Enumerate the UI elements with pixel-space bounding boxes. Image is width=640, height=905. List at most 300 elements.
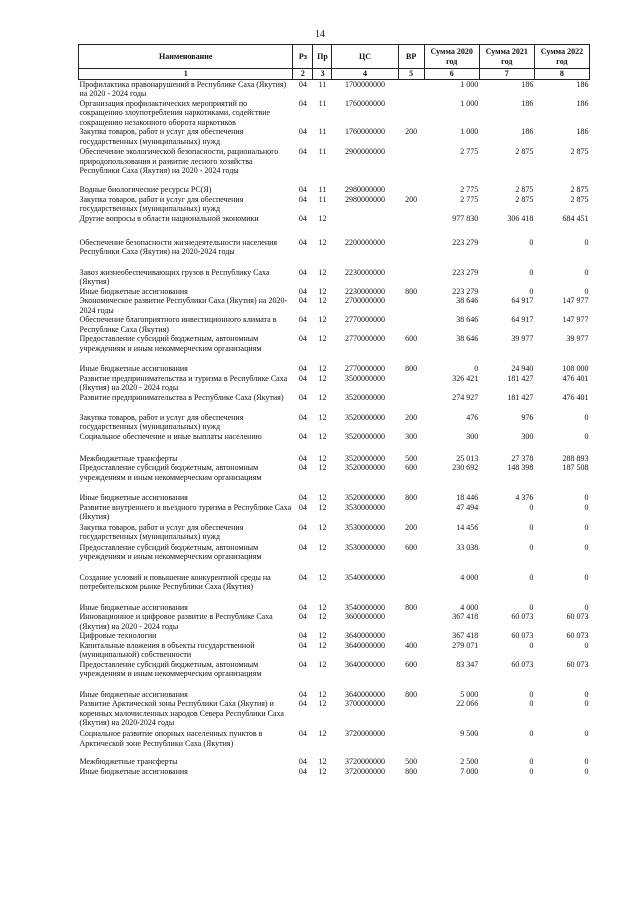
table-row bbox=[79, 374, 590, 393]
cell-rz: 04 bbox=[298, 334, 307, 343]
cell-name: Закупка товаров, работ и услуг для обеспечения государственных (муниципальных) нужд bbox=[79, 127, 244, 146]
cell-cs: 3540000000 bbox=[345, 602, 386, 612]
cell-rz: 04 bbox=[298, 631, 307, 640]
cell-pr: 12 bbox=[318, 502, 327, 512]
cell-vr bbox=[398, 393, 424, 413]
cell-vr bbox=[398, 99, 424, 128]
table-row bbox=[79, 729, 590, 757]
cell-vr: 600 bbox=[405, 542, 418, 552]
cell-cs bbox=[332, 214, 398, 238]
cell-sum-2021: 64 917 bbox=[511, 296, 534, 305]
cell-name: Закупка товаров, работ и услуг для обеспечения государственных (муниципальных) нужд bbox=[79, 194, 244, 213]
cell-rz: 04 bbox=[298, 729, 307, 738]
cell-pr: 12 bbox=[318, 572, 327, 582]
cell-sum-2022: 0 bbox=[584, 602, 589, 612]
cell-name: Экономическое развитие Республики Саха (Якутия) на 2020-2024 годы bbox=[79, 296, 288, 315]
cell-vr: 800 bbox=[405, 689, 418, 699]
cell-vr: 800 bbox=[405, 493, 418, 502]
cell-sum-2020: 18 446 bbox=[456, 493, 479, 502]
cell-rz: 04 bbox=[298, 127, 307, 136]
cell-pr: 11 bbox=[318, 185, 327, 194]
cell-sum-2020: 38 646 bbox=[456, 296, 479, 305]
cell-pr: 12 bbox=[318, 296, 327, 305]
cell-rz: 04 bbox=[298, 699, 307, 708]
cell-pr: 12 bbox=[318, 493, 327, 502]
cell-vr bbox=[398, 79, 424, 99]
table-row bbox=[79, 364, 590, 374]
cell-vr: 500 bbox=[405, 757, 418, 766]
cell-name: Организация профилактических мероприятий по сокращению злоупотребления наркотиками, содействие сокращению незаконного оборота наркотиков bbox=[79, 98, 271, 127]
cell-sum-2021: 4 376 bbox=[515, 493, 534, 502]
cell-vr bbox=[398, 214, 424, 238]
cell-name: Обеспечение экологической безопасности, рационального природопользования и развитие лесного хозяйства Республики Саха (Якутия) на 2020 - 2024 годы bbox=[79, 147, 279, 175]
table-row bbox=[79, 268, 590, 287]
cell-vr bbox=[398, 612, 424, 631]
cell-sum-2020: 326 421 bbox=[452, 373, 479, 383]
table-row bbox=[79, 79, 590, 99]
cell-cs: 3540000000 bbox=[345, 572, 386, 582]
cell-rz: 04 bbox=[298, 453, 307, 463]
col-number: 6 bbox=[424, 69, 479, 80]
cell-sum-2022: 147 977 bbox=[562, 315, 589, 324]
col-number: 7 bbox=[479, 69, 534, 80]
cell-sum-2022: 60 073 bbox=[566, 612, 589, 621]
cell-sum-2022: 0 bbox=[584, 412, 589, 422]
cell-sum-2022: 186 bbox=[576, 79, 589, 89]
cell-pr: 12 bbox=[318, 267, 327, 277]
table-body bbox=[79, 79, 590, 776]
cell-cs: 3520000000 bbox=[345, 463, 386, 472]
cell-pr: 11 bbox=[318, 79, 327, 89]
cell-cs: 3640000000 bbox=[345, 640, 386, 650]
cell-vr: 200 bbox=[405, 194, 418, 204]
cell-vr: 400 bbox=[405, 640, 418, 650]
cell-rz: 04 bbox=[298, 493, 307, 502]
budget-table bbox=[78, 44, 590, 776]
table-row bbox=[79, 757, 590, 767]
cell-sum-2020: 367 418 bbox=[452, 631, 479, 640]
cell-name: Капитальные вложения в объекты государственной (муниципальной) собственности bbox=[79, 640, 255, 659]
cell-cs: 3530000000 bbox=[345, 542, 386, 552]
cell-sum-2020: 279 071 bbox=[452, 640, 479, 650]
cell-vr: 300 bbox=[405, 431, 418, 441]
cell-pr: 12 bbox=[318, 431, 327, 441]
table-row bbox=[79, 660, 590, 690]
cell-cs: 1760000000 bbox=[345, 98, 386, 108]
cell-sum-2022: 0 bbox=[584, 542, 589, 552]
table-row bbox=[79, 523, 590, 543]
cell-cs: 2980000000 bbox=[345, 185, 386, 194]
cell-sum-2020: 476 bbox=[466, 412, 479, 422]
table-row bbox=[79, 185, 590, 195]
cell-sum-2021: 181 427 bbox=[507, 373, 534, 383]
cell-name: Социальное обеспечение и иные выплаты населению bbox=[79, 431, 262, 441]
cell-pr: 12 bbox=[318, 392, 327, 402]
cell-sum-2022: 60 073 bbox=[566, 659, 589, 669]
cell-cs: 3530000000 bbox=[345, 502, 386, 512]
cell-sum-2020: 47 494 bbox=[456, 502, 479, 512]
cell-name: Другие вопросы в области национальной экономики bbox=[79, 213, 259, 223]
cell-name: Иные бюджетные ассигнования bbox=[79, 766, 188, 776]
cell-sum-2022: 186 bbox=[576, 127, 589, 136]
cell-cs: 1700000000 bbox=[345, 79, 386, 89]
cell-sum-2020: 38 646 bbox=[456, 334, 479, 343]
table-row bbox=[79, 493, 590, 503]
cell-sum-2022: 60 073 bbox=[566, 631, 589, 640]
cell-pr: 12 bbox=[318, 659, 327, 669]
cell-sum-2020: 223 279 bbox=[452, 267, 479, 277]
header-sum-2020: Сумма 2020 год bbox=[424, 45, 479, 69]
cell-name: Водные биологические ресурсы РС(Я) bbox=[79, 185, 212, 194]
cell-cs: 2230000000 bbox=[345, 286, 386, 296]
cell-pr: 12 bbox=[318, 612, 327, 621]
cell-sum-2020: 2 775 bbox=[460, 147, 479, 156]
cell-rz: 04 bbox=[298, 572, 307, 582]
cell-name: Профилактика правонарушений в Республике Саха (Якутия) на 2020 - 2024 годы bbox=[79, 79, 287, 98]
cell-vr: 200 bbox=[405, 127, 418, 136]
header-rz: Рз bbox=[293, 45, 313, 69]
header-pr: Пр bbox=[313, 45, 332, 69]
table-row bbox=[79, 238, 590, 268]
cell-sum-2022: 0 bbox=[584, 493, 589, 502]
cell-sum-2021: 0 bbox=[529, 699, 534, 708]
cell-vr: 800 bbox=[405, 602, 418, 612]
cell-name: Цифровые технологии bbox=[79, 631, 157, 640]
cell-cs: 2230000000 bbox=[345, 267, 386, 277]
cell-vr: 600 bbox=[405, 334, 418, 343]
cell-name: Иные бюджетные ассигнования bbox=[79, 689, 188, 699]
cell-vr bbox=[398, 315, 424, 334]
cell-cs: 3520000000 bbox=[345, 453, 386, 463]
cell-sum-2022: 0 bbox=[584, 766, 589, 776]
cell-sum-2021: 306 418 bbox=[507, 213, 534, 223]
cell-sum-2022: 0 bbox=[584, 237, 589, 247]
cell-name: Иные бюджетные ассигнования bbox=[79, 602, 188, 612]
cell-sum-2020: 25 013 bbox=[456, 453, 479, 463]
cell-name: Завоз жизнеобеспечивающих грузов в Республику Саха (Якутия) bbox=[79, 267, 270, 286]
cell-vr: 800 bbox=[405, 286, 418, 296]
cell-pr: 12 bbox=[318, 237, 327, 247]
cell-sum-2021: 0 bbox=[529, 237, 534, 247]
cell-vr: 800 bbox=[405, 364, 418, 373]
table-row bbox=[79, 690, 590, 700]
cell-rz: 04 bbox=[298, 757, 307, 766]
cell-vr bbox=[398, 503, 424, 523]
cell-vr: 200 bbox=[405, 412, 418, 422]
cell-sum-2022: 186 bbox=[576, 98, 589, 108]
cell-sum-2021: 186 bbox=[521, 127, 534, 136]
cell-pr: 12 bbox=[318, 213, 327, 223]
cell-cs: 3600000000 bbox=[345, 612, 386, 621]
cell-sum-2022: 108 000 bbox=[562, 364, 589, 373]
cell-sum-2021: 0 bbox=[529, 522, 534, 532]
col-number: 2 bbox=[293, 69, 313, 80]
table-row bbox=[79, 454, 590, 464]
cell-cs: 2770000000 bbox=[345, 334, 386, 343]
cell-cs: 2980000000 bbox=[345, 194, 386, 204]
table-row bbox=[79, 603, 590, 613]
table-row bbox=[79, 463, 590, 493]
header-sum-2022: Сумма 2022 год bbox=[534, 45, 589, 69]
table-row bbox=[79, 543, 590, 573]
cell-cs: 3520000000 bbox=[345, 431, 386, 441]
header-sum-2021: Сумма 2021 год bbox=[479, 45, 534, 69]
cell-rz: 04 bbox=[298, 147, 307, 156]
cell-name: Межбюджетные трансферты bbox=[79, 757, 178, 766]
col-number: 5 bbox=[398, 69, 424, 80]
cell-name: Иные бюджетные ассигнования bbox=[79, 364, 188, 373]
cell-sum-2020: 223 279 bbox=[452, 237, 479, 247]
cell-pr: 11 bbox=[318, 194, 327, 204]
cell-sum-2022: 0 bbox=[584, 640, 589, 650]
cell-sum-2021: 0 bbox=[529, 640, 534, 650]
cell-pr: 12 bbox=[318, 412, 327, 422]
cell-rz: 04 bbox=[298, 412, 307, 422]
cell-cs: 1760000000 bbox=[345, 127, 386, 136]
cell-sum-2021: 2 875 bbox=[515, 194, 534, 204]
cell-sum-2021: 27 378 bbox=[511, 453, 534, 463]
table-row bbox=[79, 195, 590, 214]
cell-pr: 12 bbox=[318, 602, 327, 612]
cell-rz: 04 bbox=[298, 640, 307, 650]
cell-sum-2022: 0 bbox=[584, 729, 589, 738]
cell-cs: 2770000000 bbox=[345, 364, 386, 373]
cell-sum-2021: 0 bbox=[529, 689, 534, 699]
cell-sum-2022: 288 893 bbox=[562, 453, 589, 463]
cell-cs: 3640000000 bbox=[345, 659, 386, 669]
cell-sum-2022: 147 977 bbox=[562, 296, 589, 305]
cell-sum-2021: 0 bbox=[529, 757, 534, 766]
cell-sum-2020: 367 418 bbox=[452, 612, 479, 621]
cell-sum-2020: 7 000 bbox=[460, 766, 479, 776]
cell-pr: 12 bbox=[318, 522, 327, 532]
cell-pr: 12 bbox=[318, 640, 327, 650]
cell-name: Развитие предпринимательства в Республике Саха (Якутия) bbox=[79, 392, 284, 402]
cell-pr: 11 bbox=[318, 147, 327, 156]
table-row bbox=[79, 99, 590, 128]
cell-sum-2021: 300 bbox=[521, 431, 534, 441]
cell-cs: 3520000000 bbox=[345, 412, 386, 422]
cell-sum-2020: 4 000 bbox=[460, 572, 479, 582]
cell-name: Предоставление субсидий бюджетным, автономным учреждениям и иным некоммерческим организациям bbox=[79, 542, 262, 561]
cell-sum-2022: 0 bbox=[584, 267, 589, 277]
table-row bbox=[79, 573, 590, 603]
table-row bbox=[79, 503, 590, 523]
cell-sum-2020: 300 bbox=[466, 431, 479, 441]
cell-cs: 3720000000 bbox=[345, 766, 386, 776]
cell-cs: 3520000000 bbox=[345, 493, 386, 502]
cell-sum-2020: 274 927 bbox=[452, 392, 479, 402]
cell-rz: 04 bbox=[298, 213, 307, 223]
table-row bbox=[79, 699, 590, 729]
cell-sum-2021: 60 073 bbox=[511, 631, 534, 640]
cell-sum-2022: 2 875 bbox=[570, 147, 589, 156]
cell-vr: 200 bbox=[405, 522, 418, 532]
col-number: 3 bbox=[313, 69, 332, 80]
cell-pr: 11 bbox=[318, 98, 327, 108]
table-row bbox=[79, 612, 590, 631]
cell-rz: 04 bbox=[298, 463, 307, 472]
cell-pr: 12 bbox=[318, 542, 327, 552]
cell-sum-2022: 0 bbox=[584, 286, 589, 296]
cell-sum-2021: 60 073 bbox=[511, 612, 534, 621]
cell-sum-2021: 0 bbox=[529, 542, 534, 552]
cell-rz: 04 bbox=[298, 315, 307, 324]
cell-rz: 04 bbox=[298, 267, 307, 277]
cell-rz: 04 bbox=[298, 392, 307, 402]
cell-name: Закупка товаров, работ и услуг для обеспечения государственных (муниципальных) нужд bbox=[79, 412, 244, 431]
cell-vr bbox=[398, 268, 424, 287]
cell-sum-2021: 186 bbox=[521, 98, 534, 108]
table-row bbox=[79, 296, 590, 315]
cell-sum-2022: 0 bbox=[584, 757, 589, 766]
cell-sum-2022: 0 bbox=[584, 572, 589, 582]
table-row bbox=[79, 393, 590, 413]
cell-cs: 3500000000 bbox=[345, 373, 386, 383]
cell-rz: 04 bbox=[298, 612, 307, 621]
cell-sum-2021: 24 940 bbox=[511, 364, 534, 373]
cell-sum-2020: 977 830 bbox=[452, 213, 479, 223]
cell-name: Предоставление субсидий бюджетным, автономным учреждениям и иным некоммерческим организациям bbox=[79, 463, 262, 482]
cell-name: Закупка товаров, работ и услуг для обеспечения государственных (муниципальных) нужд bbox=[79, 522, 244, 541]
cell-pr: 12 bbox=[318, 453, 327, 463]
cell-vr bbox=[398, 147, 424, 185]
col-number: 1 bbox=[79, 69, 293, 80]
cell-sum-2020: 1 000 bbox=[460, 127, 479, 136]
table-row bbox=[79, 147, 590, 185]
cell-sum-2021: 2 875 bbox=[515, 147, 534, 156]
table-row bbox=[79, 413, 590, 432]
cell-rz: 04 bbox=[298, 185, 307, 194]
table-row bbox=[79, 127, 590, 147]
cell-cs: 3640000000 bbox=[345, 631, 386, 640]
cell-vr bbox=[398, 185, 424, 195]
cell-sum-2020: 1 000 bbox=[460, 79, 479, 89]
cell-sum-2020: 38 646 bbox=[456, 315, 479, 324]
cell-name: Развитие внутреннего и въездного туризма в Республике Саха (Якутия) bbox=[79, 502, 292, 521]
header-name: Наименование bbox=[79, 45, 293, 69]
cell-rz: 04 bbox=[298, 364, 307, 373]
cell-cs: 3530000000 bbox=[345, 522, 386, 532]
table-row bbox=[79, 214, 590, 238]
cell-sum-2020: 0 bbox=[474, 364, 479, 373]
header-row bbox=[79, 45, 590, 69]
cell-pr: 12 bbox=[318, 373, 327, 383]
cell-vr: 600 bbox=[405, 463, 418, 472]
cell-sum-2020: 33 038 bbox=[456, 542, 479, 552]
cell-vr: 600 bbox=[405, 659, 418, 669]
cell-sum-2022: 0 bbox=[584, 689, 589, 699]
cell-cs: 2900000000 bbox=[345, 147, 386, 156]
table-row bbox=[79, 334, 590, 364]
cell-sum-2020: 230 692 bbox=[452, 463, 479, 472]
cell-vr bbox=[398, 729, 424, 757]
header-cs: ЦС bbox=[332, 45, 398, 69]
cell-name: Развитие Арктической зоны Республики Саха (Якутия) и коренных малочисленных народов Севера Республики Саха (Якутия) на 2020-2024 годы bbox=[79, 699, 284, 727]
cell-sum-2020: 1 000 bbox=[460, 98, 479, 108]
cell-pr: 12 bbox=[318, 766, 327, 776]
cell-sum-2021: 0 bbox=[529, 286, 534, 296]
cell-rz: 04 bbox=[298, 542, 307, 552]
cell-vr: 500 bbox=[405, 453, 418, 463]
cell-sum-2022: 187 508 bbox=[562, 463, 589, 472]
cell-sum-2021: 0 bbox=[529, 602, 534, 612]
cell-sum-2021: 0 bbox=[529, 267, 534, 277]
cell-vr: 800 bbox=[405, 766, 418, 776]
cell-cs: 3720000000 bbox=[345, 729, 386, 738]
cell-vr bbox=[398, 631, 424, 641]
page-number: 14 bbox=[315, 29, 325, 40]
cell-sum-2022: 476 401 bbox=[562, 392, 589, 402]
cell-pr: 11 bbox=[318, 127, 327, 136]
cell-sum-2021: 0 bbox=[529, 502, 534, 512]
cell-cs: 2770000000 bbox=[345, 315, 386, 324]
cell-sum-2021: 181 427 bbox=[507, 392, 534, 402]
cell-sum-2020: 22 066 bbox=[456, 699, 479, 708]
cell-name: Создание условий и повышение конкурентной среды на потребительском рынке Республики Саха (Якутия) bbox=[79, 572, 271, 591]
cell-pr: 12 bbox=[318, 699, 327, 708]
cell-cs: 2700000000 bbox=[345, 296, 386, 305]
cell-cs: 2200000000 bbox=[345, 237, 386, 247]
table-row bbox=[79, 287, 590, 297]
header-vr: ВР bbox=[398, 45, 424, 69]
cell-cs: 3700000000 bbox=[345, 699, 386, 708]
cell-rz: 04 bbox=[298, 659, 307, 669]
cell-rz: 04 bbox=[298, 194, 307, 204]
cell-rz: 04 bbox=[298, 286, 307, 296]
cell-sum-2021: 148 398 bbox=[507, 463, 534, 472]
cell-rz: 04 bbox=[298, 602, 307, 612]
col-number: 8 bbox=[534, 69, 589, 80]
col-number: 4 bbox=[332, 69, 398, 80]
cell-name: Предоставление субсидий бюджетным, автономным учреждениям и иным некоммерческим организациям bbox=[79, 334, 262, 353]
cell-sum-2021: 186 bbox=[521, 79, 534, 89]
cell-vr bbox=[398, 374, 424, 393]
cell-name: Предоставление субсидий бюджетным, автономным учреждениям и иным некоммерческим организациям bbox=[79, 659, 262, 678]
cell-name: Развитие предпринимательства и туризма в Республике Саха (Якутия) на 2020 - 2024 годы bbox=[79, 373, 288, 392]
cell-sum-2022: 0 bbox=[584, 431, 589, 441]
cell-sum-2022: 0 bbox=[584, 502, 589, 512]
cell-name: Инновационное и цифровое развитие в Республике Саха (Якутия) на 2020 - 2024 годы bbox=[79, 612, 273, 631]
cell-rz: 04 bbox=[298, 98, 307, 108]
cell-pr: 12 bbox=[318, 463, 327, 472]
cell-rz: 04 bbox=[298, 79, 307, 89]
cell-rz: 04 bbox=[298, 373, 307, 383]
cell-pr: 12 bbox=[318, 689, 327, 699]
cell-rz: 04 bbox=[298, 431, 307, 441]
cell-sum-2021: 39 977 bbox=[511, 334, 534, 343]
cell-rz: 04 bbox=[298, 766, 307, 776]
cell-sum-2020: 4 000 bbox=[460, 602, 479, 612]
cell-sum-2022: 0 bbox=[584, 699, 589, 708]
cell-vr bbox=[398, 573, 424, 603]
cell-name: Социальное развитие опорных населенных пунктов в Арктической зоне Республики Саха (Якутия) bbox=[79, 729, 263, 748]
cell-sum-2021: 976 bbox=[521, 412, 534, 422]
cell-rz: 04 bbox=[298, 502, 307, 512]
cell-sum-2021: 2 875 bbox=[515, 185, 534, 194]
cell-sum-2022: 476 401 bbox=[562, 373, 589, 383]
cell-sum-2022: 2 875 bbox=[570, 185, 589, 194]
cell-sum-2022: 0 bbox=[584, 522, 589, 532]
cell-sum-2022: 39 977 bbox=[566, 334, 589, 343]
table-row bbox=[79, 641, 590, 660]
cell-sum-2020: 14 456 bbox=[456, 522, 479, 532]
cell-sum-2021: 60 073 bbox=[511, 659, 534, 669]
cell-sum-2020: 5 000 bbox=[460, 689, 479, 699]
cell-pr: 12 bbox=[318, 757, 327, 766]
cell-pr: 12 bbox=[318, 729, 327, 738]
cell-cs: 3640000000 bbox=[345, 689, 386, 699]
